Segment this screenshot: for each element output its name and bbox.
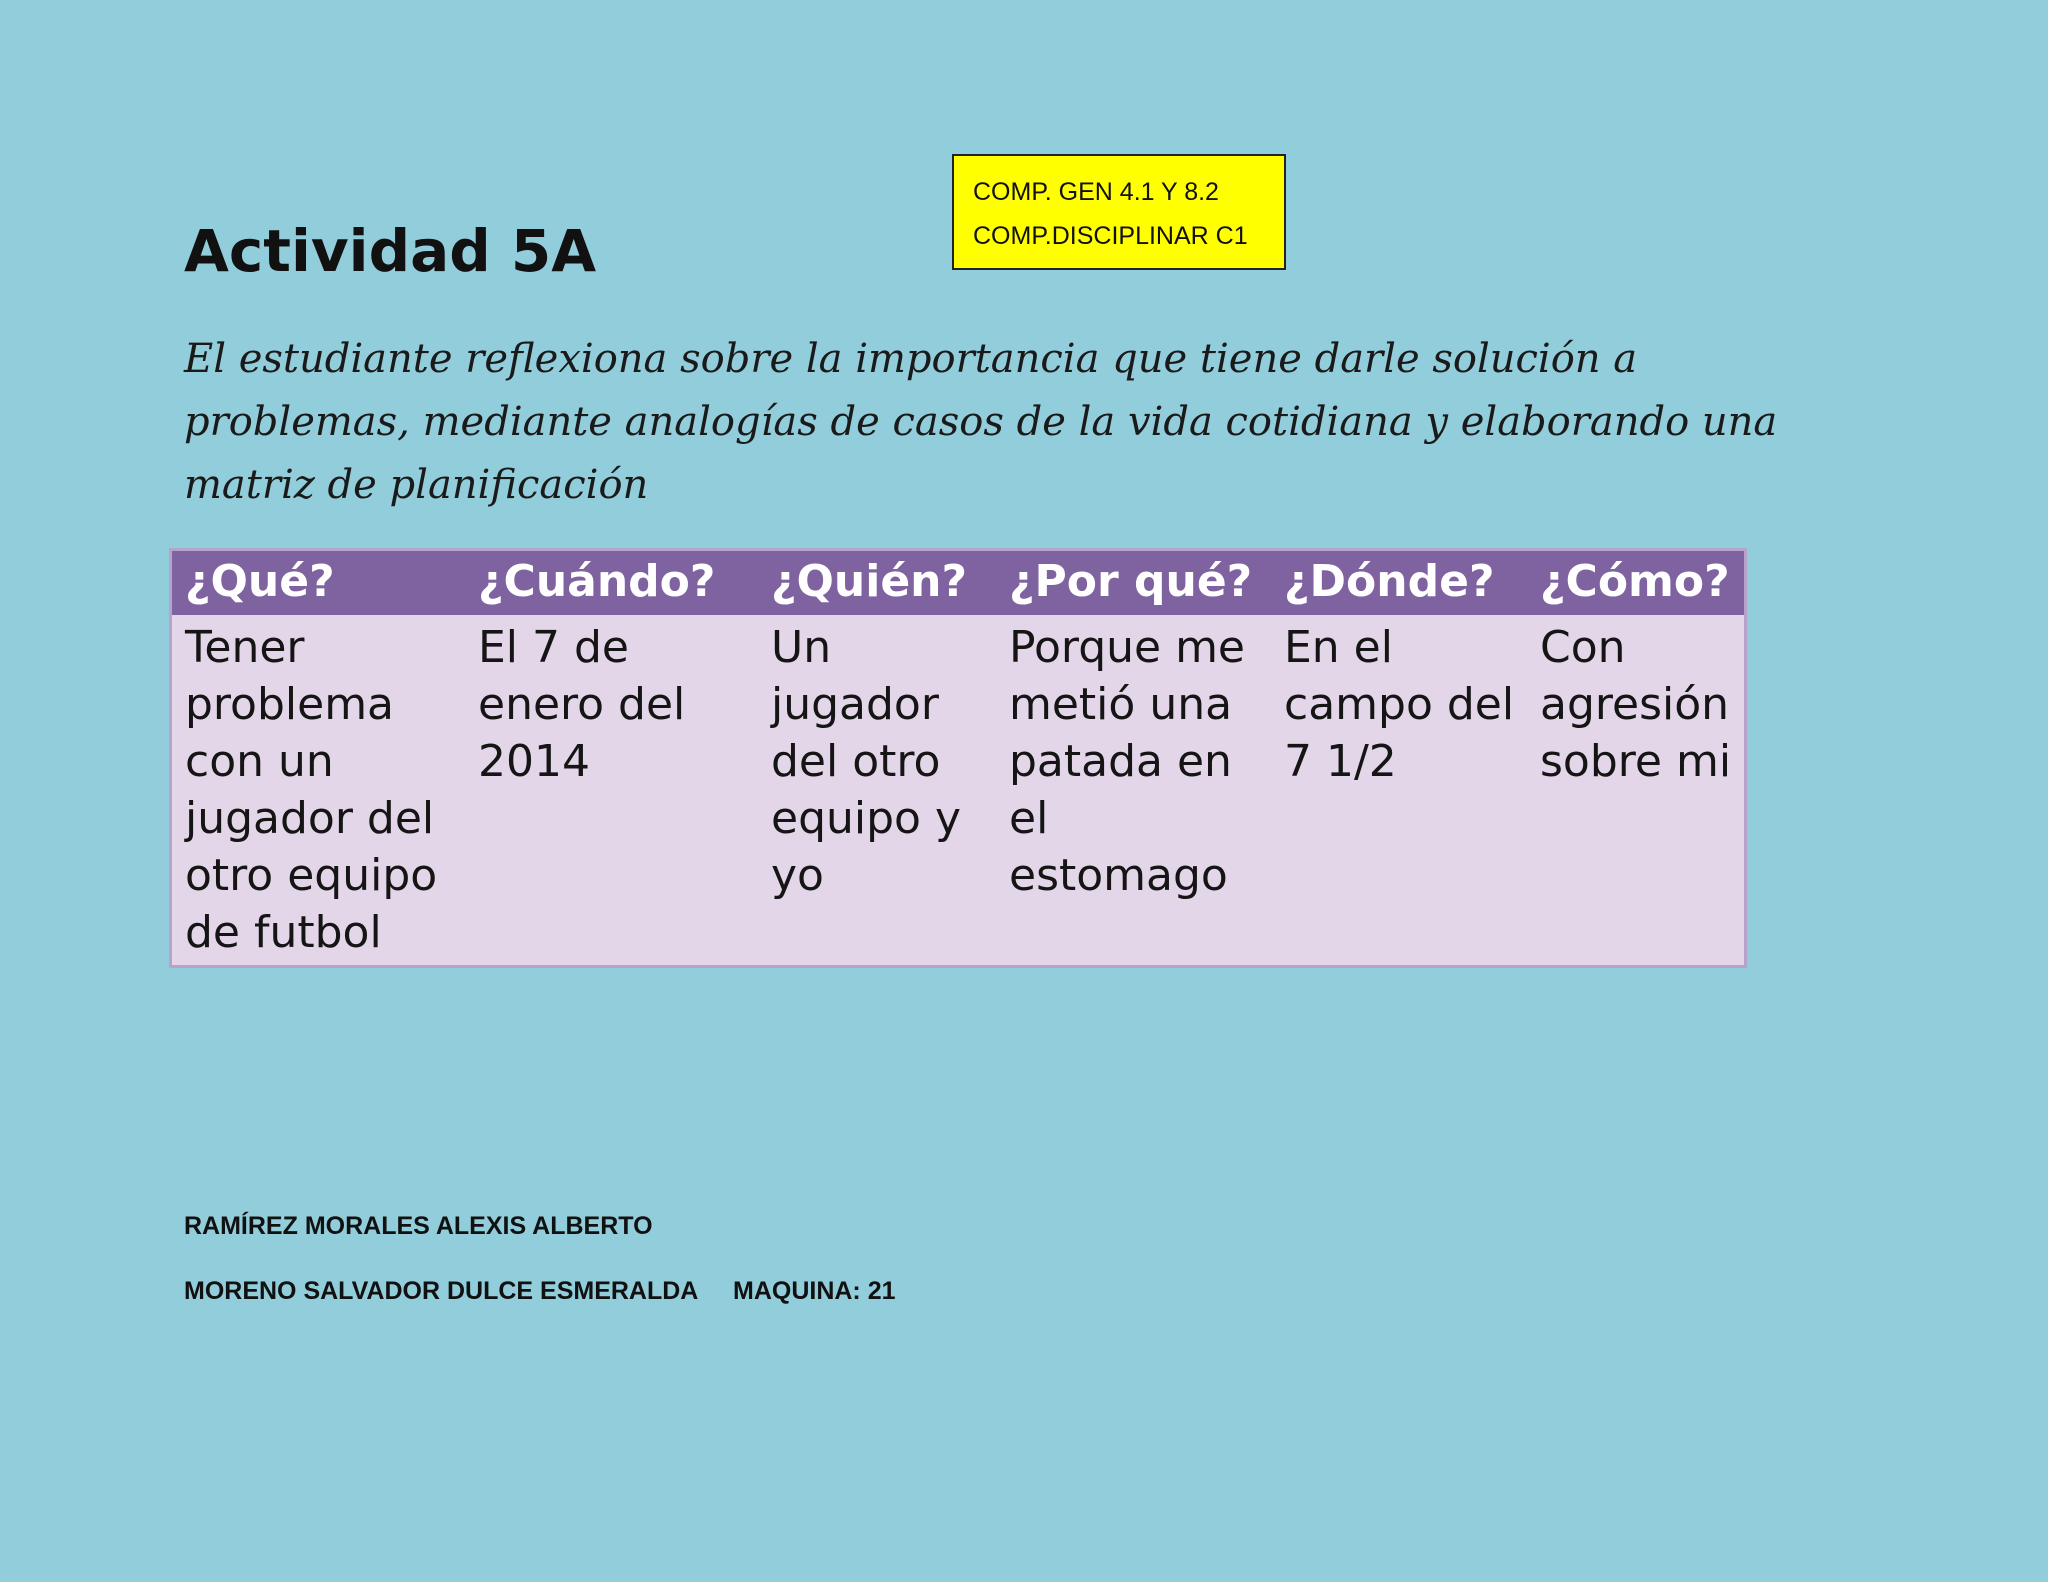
header-por-que: ¿Por qué? bbox=[1009, 556, 1253, 607]
competencies-box bbox=[952, 154, 1286, 270]
planning-matrix bbox=[169, 548, 1747, 968]
cell-como: Con agresión sobre mi bbox=[1540, 621, 1732, 787]
header-quien: ¿Quién? bbox=[771, 556, 968, 607]
student-name-2: MORENO SALVADOR DULCE ESMERALDA bbox=[184, 1277, 699, 1305]
header-cuando: ¿Cuándo? bbox=[478, 556, 716, 607]
competency-general: COMP. GEN 4.1 Y 8.2 bbox=[973, 178, 1219, 206]
activity-description: El estudiante reflexiona sobre la importancia que tiene darle solución a problemas, mediante analogías de casos de la vida cotidiana y elaborando una matriz de planificación bbox=[184, 336, 1778, 508]
header-que: ¿Qué? bbox=[185, 556, 335, 607]
page-title: Actividad 5A bbox=[184, 217, 597, 285]
cell-que: Tener problema con un jugador del otro equipo de futbol bbox=[185, 621, 438, 958]
machine-number: MAQUINA: 21 bbox=[733, 1277, 896, 1305]
competency-disciplinary: COMP.DISCIPLINAR C1 bbox=[973, 222, 1248, 250]
student-name-1: RAMÍREZ MORALES ALEXIS ALBERTO bbox=[184, 1212, 653, 1240]
cell-donde: En el campo del 7 1/2 bbox=[1284, 621, 1515, 787]
cell-cuando: El 7 de enero del 2014 bbox=[478, 621, 686, 787]
header-donde: ¿Dónde? bbox=[1284, 556, 1495, 607]
table-header-row bbox=[172, 551, 1744, 615]
header-como: ¿Cómo? bbox=[1540, 556, 1730, 607]
cell-quien: Un jugador del otro equipo y yo bbox=[771, 621, 961, 901]
planning-table bbox=[172, 551, 1744, 965]
table-row bbox=[172, 615, 1744, 965]
cell-por-que: Porque me metió una patada en el estomago bbox=[1009, 621, 1246, 901]
